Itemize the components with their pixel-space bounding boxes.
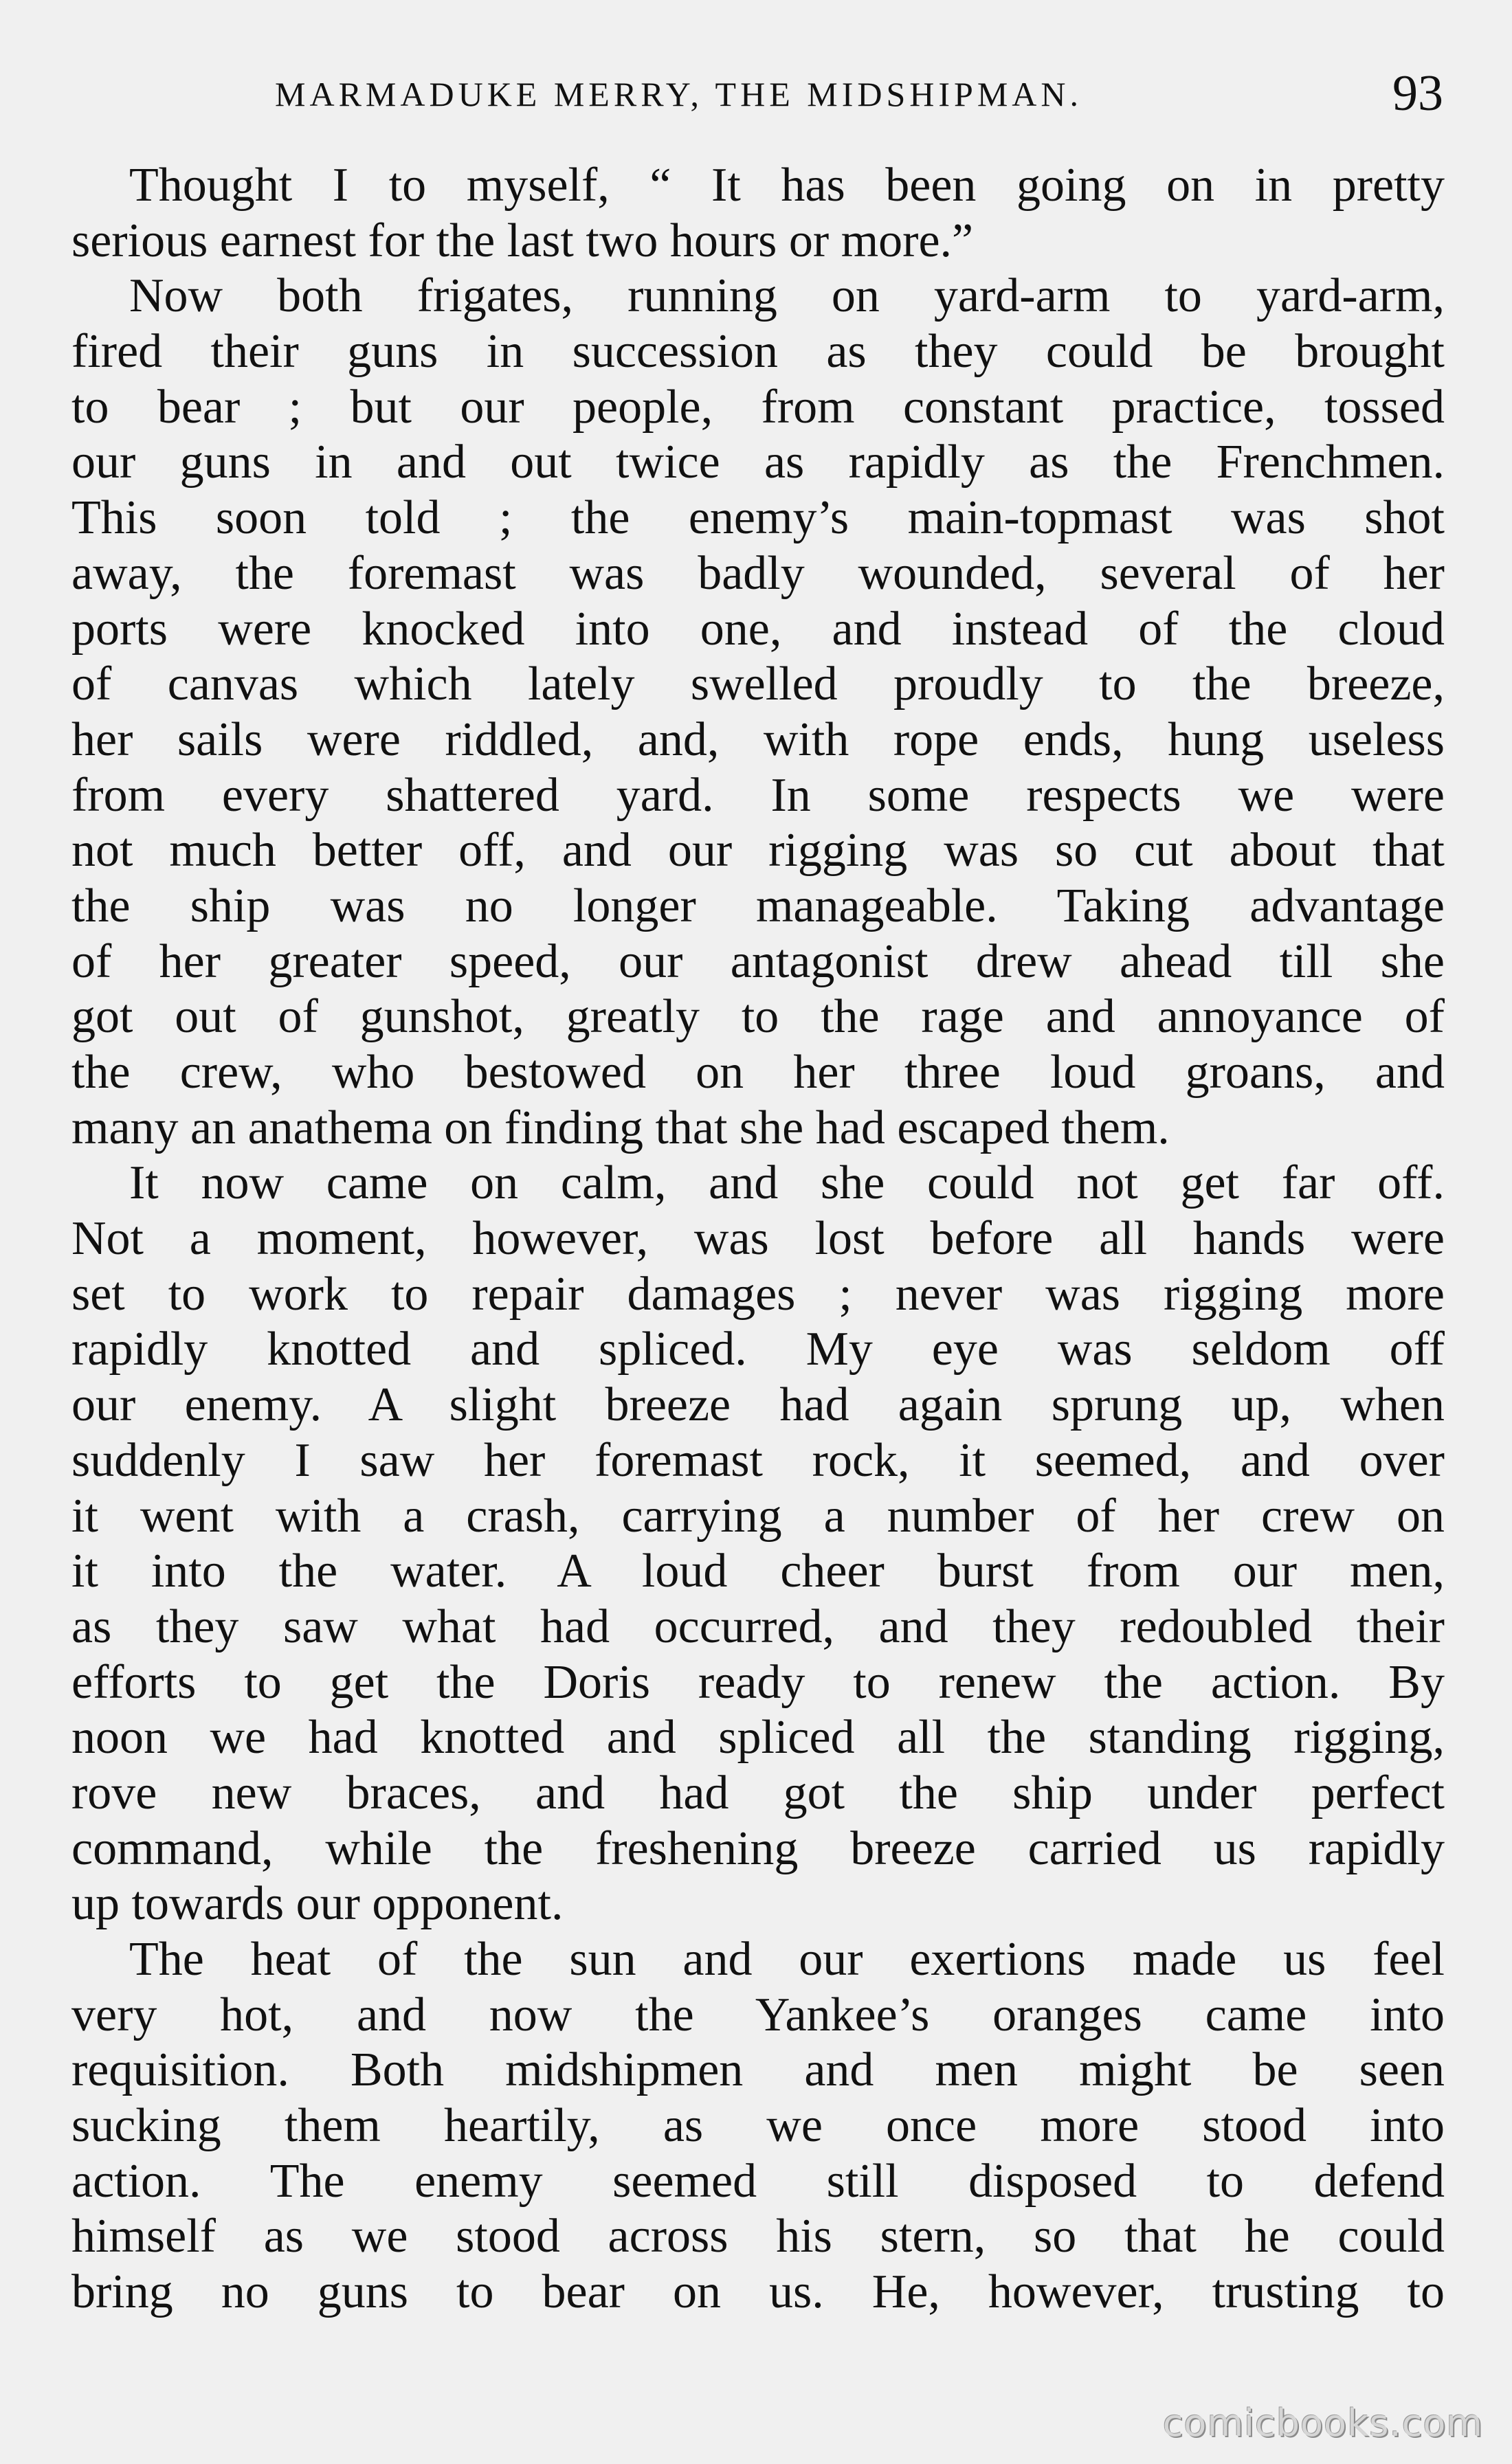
text-line: got out of gunshot, greatly to the rage and annoyance of <box>71 990 1445 1044</box>
text-line: it into the water. A loud cheer burst from our men, <box>71 1545 1445 1598</box>
text-line: ports were knocked into one, and instead of the cloud <box>71 602 1445 656</box>
text-line: fired their guns in succession as they could be brought <box>71 325 1445 379</box>
text-line: himself as we stood across his stern, so that he could <box>71 2210 1445 2263</box>
text-line: away, the foremast was badly wounded, several of her <box>71 546 1445 600</box>
text-line: The heat of the sun and our exertions made us feel <box>129 1933 1445 1986</box>
text-line: of her greater speed, our antagonist drew ahead till she <box>71 934 1445 988</box>
text-line: action. The enemy seemed still disposed to defend <box>71 2154 1445 2208</box>
text-line: Not a moment, however, was lost before all hands were <box>71 1212 1445 1266</box>
text-line: our enemy. A slight breeze had again sprung up, when <box>71 1378 1445 1432</box>
page-number: 93 <box>1392 65 1443 122</box>
text-line: as they saw what had occurred, and they redoubled their <box>71 1600 1445 1653</box>
text-line: from every shattered yard. In some respects we were <box>71 768 1445 822</box>
text-line: many an anathema on finding that she had escaped them. <box>71 1101 1170 1154</box>
text-line: sucking them heartily, as we once more stood into <box>71 2099 1445 2153</box>
text-line: the crew, who bestowed on her three loud groans, and <box>71 1046 1445 1099</box>
text-line: Thought I to myself, “ It has been going on in pretty <box>129 159 1445 212</box>
text-line: command, while the freshening breeze carried us rapidly <box>71 1822 1445 1875</box>
text-line: to bear ; but our people, from constant practice, tossed <box>71 380 1445 434</box>
text-line: noon we had knotted and spliced all the standing rigging, <box>71 1711 1445 1765</box>
text-line: set to work to repair damages ; never was rigging more <box>71 1267 1445 1321</box>
text-line: efforts to get the Doris ready to renew the action. By <box>71 1655 1445 1709</box>
text-line: of canvas which lately swelled proudly to the breeze, <box>71 658 1445 711</box>
text-line: our guns in and out twice as rapidly as the Frenchmen. <box>71 436 1445 489</box>
text-line: suddenly I saw her foremast rock, it seemed, and over <box>71 1433 1445 1487</box>
text-line: rove new braces, and had got the ship under perfect <box>71 1766 1445 1819</box>
text-line: the ship was no longer manageable. Taking advantage <box>71 879 1445 932</box>
running-title: MARMADUKE MERRY, THE MIDSHIPMAN. <box>275 75 1083 113</box>
text-line: Now both frigates, running on yard-arm to yard-arm, <box>129 269 1445 323</box>
text-line: bring no guns to bear on us. He, however, trusting to <box>71 2265 1445 2319</box>
text-line: not much better off, and our rigging was so cut about that <box>71 824 1445 877</box>
text-line: It now came on calm, and she could not get far off. <box>129 1156 1445 1210</box>
text-line: rapidly knotted and spliced. My eye was seldom off <box>71 1323 1445 1376</box>
text-line: up towards our opponent. <box>71 1877 564 1931</box>
text-line: very hot, and now the Yankee’s oranges came into <box>71 1988 1445 2041</box>
page-header <box>137 54 1443 129</box>
text-line: her sails were riddled, and, with rope ends, hung useless <box>71 713 1445 766</box>
text-line: it went with a crash, carrying a number of her crew on <box>71 1489 1445 1543</box>
text-line: serious earnest for the last two hours or more.” <box>71 214 974 267</box>
watermark: comicbooks.com <box>1162 2401 1483 2445</box>
text-line: requisition. Both midshipmen and men might be seen <box>71 2043 1445 2097</box>
text-line: This soon told ; the enemy’s main-topmast was shot <box>71 491 1445 545</box>
body-text <box>71 158 1445 2320</box>
